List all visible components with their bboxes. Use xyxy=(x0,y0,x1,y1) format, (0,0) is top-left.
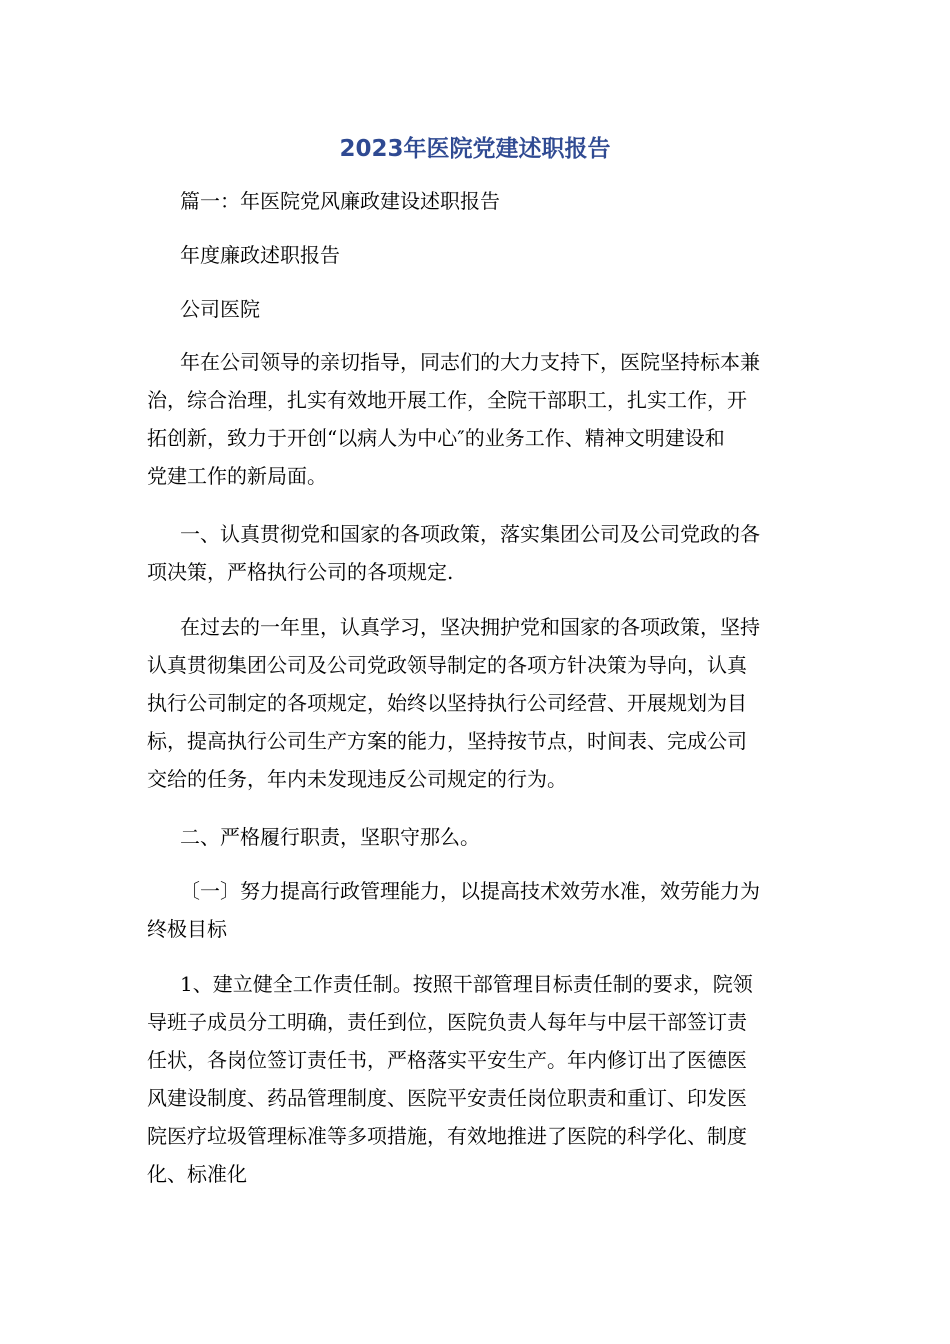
paragraph-line: 终极目标 xyxy=(147,917,227,941)
paragraph-line: 年度廉政述职报告 xyxy=(180,243,340,267)
paragraph-organization xyxy=(147,290,807,328)
paragraph-subsection-one xyxy=(147,872,807,948)
paragraph-line: 认真贯彻集团公司及公司党政领导制定的各项方针决策为导向，认真 xyxy=(147,653,747,677)
paragraph-line: 一、认真贯彻党和国家的各项政策，落实集团公司及公司党政的各 xyxy=(180,522,760,546)
paragraph-line: 党建工作的新局面。 xyxy=(147,464,327,488)
document-title: 2023年医院党建述职报告 xyxy=(339,136,611,162)
paragraph-line: 风建设制度、药品管理制度、医院平安责任岗位职责和重订、印发医 xyxy=(147,1086,747,1110)
paragraph-line: 公司医院 xyxy=(180,297,260,321)
paragraph-line: 在过去的一年里，认真学习，坚决拥护党和国家的各项政策，坚持 xyxy=(180,615,760,639)
paragraph-line: 导班子成员分工明确，责任到位，医院负责人每年与中层干部签订责 xyxy=(147,1010,747,1034)
paragraph-line: 执行公司制定的各项规定，始终以坚持执行公司经营、开展规划为目 xyxy=(147,691,747,715)
paragraph-line: 任状，各岗位签订责任书，严格落实平安生产。年内修订出了医德医 xyxy=(147,1048,747,1072)
paragraph-section-two xyxy=(147,818,807,856)
paragraph-line: 治，综合治理，扎实有效地开展工作，全院干部职工，扎实工作，开 xyxy=(147,388,747,412)
paragraph-line: 篇一：年医院党风廉政建设述职报告 xyxy=(180,189,500,213)
paragraph-line: 院医疗垃圾管理标准等多项措施，有效地推进了医院的科学化、制度 xyxy=(147,1124,747,1148)
paragraph-section-one xyxy=(147,515,807,591)
paragraph-line: 年在公司领导的亲切指导，同志们的大力支持下，医院坚持标本兼 xyxy=(180,350,760,374)
paragraph-item-one xyxy=(147,965,807,1193)
paragraph-line: 标，提高执行公司生产方案的能力，坚持按节点，时间表、完成公司 xyxy=(147,729,747,753)
paragraph-line: 化、标准化 xyxy=(147,1162,247,1186)
paragraph-line: 拓创新，致力于开创“以病人为中心″的业务工作、精神文明建设和 xyxy=(147,426,725,450)
paragraph-line: 二、严格履行职责，坚职守那么。 xyxy=(180,825,480,849)
paragraph-line: 1、建立健全工作责任制。按照干部管理目标责任制的要求，院领 xyxy=(180,972,753,996)
paragraph-line: 交给的任务，年内未发现违反公司规定的行为。 xyxy=(147,767,567,791)
paragraph-section-heading xyxy=(147,182,807,220)
paragraph-line: 〔一〕努力提高行政管理能力，以提高技术效劳水准，效劳能力为 xyxy=(180,879,760,903)
paragraph-policy xyxy=(147,608,807,798)
paragraph-report-title xyxy=(147,236,807,274)
paragraph-line: 项决策，严格执行公司的各项规定. xyxy=(147,560,454,584)
paragraph-intro xyxy=(147,343,807,495)
